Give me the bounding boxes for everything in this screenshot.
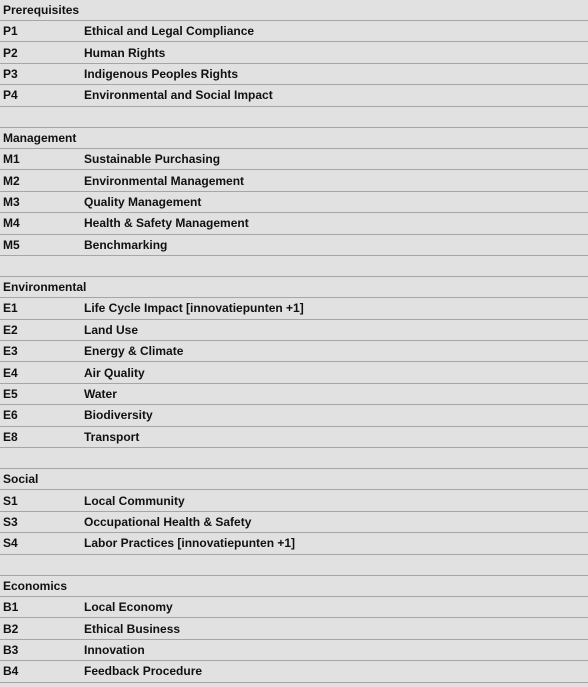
criterion-code: S3 (3, 515, 18, 529)
criterion-code: P3 (3, 66, 18, 81)
table-row (0, 533, 588, 554)
criterion-code: E8 (3, 429, 18, 444)
criterion-label: Environmental and Social Impact (84, 88, 273, 103)
criterion-label: Ethical Business (84, 621, 181, 636)
criterion-label: Ethical and Legal Compliance (84, 24, 255, 39)
table-row (0, 512, 588, 533)
table-row (0, 661, 588, 682)
criterion-label: Energy & Climate (84, 344, 184, 359)
table-row (0, 362, 588, 383)
criterion-label: Health & Safety Management (84, 216, 249, 231)
criterion-code: E3 (3, 344, 18, 359)
criterion-label: Air Quality (84, 365, 145, 380)
section-spacer (0, 448, 588, 469)
table-row (0, 85, 588, 106)
criterion-label: Sustainable Purchasing (84, 152, 221, 167)
section-heading-social: Social (0, 469, 588, 490)
criterion-code: M2 (3, 173, 20, 188)
criterion-label: Innovation (84, 642, 145, 657)
criterion-label: Labor Practices [innovatiepunten +1] (84, 536, 296, 551)
criterion-code: E1 (3, 301, 18, 316)
criterion-label: Feedback Procedure (84, 664, 203, 679)
criterion-code: B4 (3, 664, 19, 679)
table-row (0, 213, 588, 234)
criterion-code: M5 (3, 237, 20, 252)
table-row (0, 341, 588, 362)
criterion-code: B3 (3, 642, 19, 657)
criterion-label: Water (84, 387, 117, 402)
criterion-label: Indigenous Peoples Rights (84, 66, 239, 81)
table-row (0, 320, 588, 341)
criterion-label: Land Use (84, 322, 139, 337)
criterion-code: P1 (3, 24, 18, 39)
criterion-label: Life Cycle Impact [innovatiepunten +1] (84, 301, 304, 316)
criterion-label: Quality Management (84, 194, 202, 209)
table-row (0, 490, 588, 511)
criterion-label: Occupational Health & Safety (84, 515, 252, 529)
criterion-code: E4 (3, 365, 18, 380)
criterion-label: Transport (84, 429, 140, 444)
criterion-code: E6 (3, 408, 18, 423)
section-spacer (0, 256, 588, 277)
section-heading-economics: Economics (0, 576, 588, 597)
section-heading-management: Management (0, 128, 588, 149)
criterion-code: B2 (3, 621, 19, 636)
table-row (0, 21, 588, 42)
section-heading-environmental: Environmental (0, 277, 588, 298)
criterion-code: B1 (3, 600, 19, 615)
section-spacer (0, 555, 588, 576)
criterion-code: M4 (3, 216, 20, 231)
table-row (0, 149, 588, 170)
section-heading-prerequisites: Prerequisites (0, 0, 588, 21)
table-row (0, 405, 588, 426)
criterion-code: P4 (3, 88, 18, 103)
table-row (0, 427, 588, 448)
criterion-code: S4 (3, 536, 18, 551)
table-row (0, 170, 588, 191)
table-row (0, 235, 588, 256)
section-spacer (0, 107, 588, 128)
table-row (0, 597, 588, 618)
table-row (0, 192, 588, 213)
table-row (0, 64, 588, 85)
table-row (0, 640, 588, 661)
criterion-code: E5 (3, 387, 18, 402)
criterion-code: M3 (3, 194, 20, 209)
table-row (0, 384, 588, 405)
criterion-code: E2 (3, 322, 18, 337)
criterion-code: P2 (3, 45, 18, 60)
criterion-label: Human Rights (84, 45, 166, 60)
criterion-label: Local Community (84, 493, 185, 508)
criterion-code: M1 (3, 152, 20, 167)
table-row (0, 42, 588, 63)
criterion-label: Biodiversity (84, 408, 153, 423)
table-row (0, 298, 588, 319)
table-row (0, 618, 588, 639)
criterion-code: S1 (3, 493, 18, 508)
criterion-label: Benchmarking (84, 237, 168, 252)
criterion-label: Environmental Management (84, 173, 245, 188)
criterion-label: Local Economy (84, 600, 173, 615)
